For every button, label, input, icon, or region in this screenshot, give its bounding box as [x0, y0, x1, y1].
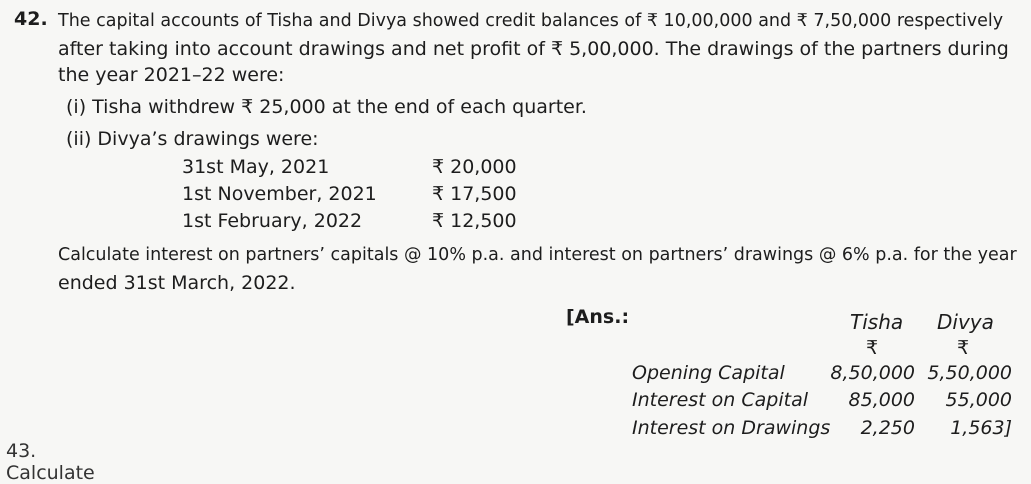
answer-value-divya: 55,000	[945, 389, 1012, 411]
answer-row-label: Interest on Capital	[632, 389, 809, 411]
drawing-amount: ₹ 20,000	[432, 156, 517, 178]
calculation-instruction-line-1: Calculate interest on partners’ capitals @ 10% p.a. and interest on partners’ drawings @ 6% p.a. for the year	[58, 245, 1017, 265]
drawing-date: 1st November, 2021	[182, 183, 377, 205]
answer-label: [Ans.:	[566, 306, 630, 328]
calculation-instruction-line-2: ended 31st March, 2022.	[58, 272, 296, 294]
question-text-line-1: The capital accounts of Tisha and Divya showed credit balances of ₹ 10,00,000 and ₹ 7,50,000 respectively	[58, 11, 1004, 31]
sub-item-ii: (ii) Divya’s drawings were:	[66, 128, 319, 150]
currency-symbol-tisha: ₹	[866, 337, 879, 359]
answer-value-divya: 1,563]	[950, 417, 1012, 439]
answer-column-tisha: Tisha	[850, 310, 904, 334]
answer-row-label: Opening Capital	[632, 362, 785, 384]
question-text-line-2: after taking into account drawings and net profit of ₹ 5,00,000. The drawings of the partners during	[58, 38, 1009, 60]
answer-column-divya: Divya	[937, 310, 994, 334]
drawing-date: 1st February, 2022	[182, 210, 363, 232]
answer-value-tisha: 85,000	[848, 389, 915, 411]
question-number: 42.	[14, 8, 48, 30]
drawing-amount: ₹ 12,500	[432, 210, 517, 232]
next-question-fragment: 43. Calculate	[6, 440, 95, 484]
drawing-amount: ₹ 17,500	[432, 183, 517, 205]
sub-item-i: (i) Tisha withdrew ₹ 25,000 at the end of each quarter.	[66, 96, 587, 118]
answer-row-label: Interest on Drawings	[632, 417, 831, 439]
drawing-date: 31st May, 2021	[182, 156, 330, 178]
answer-value-tisha: 2,250	[860, 417, 915, 439]
question-text-line-3: the year 2021–22 were:	[58, 64, 285, 86]
answer-value-tisha: 8,50,000	[830, 362, 915, 384]
currency-symbol-divya: ₹	[957, 337, 970, 359]
answer-value-divya: 5,50,000	[927, 362, 1012, 384]
